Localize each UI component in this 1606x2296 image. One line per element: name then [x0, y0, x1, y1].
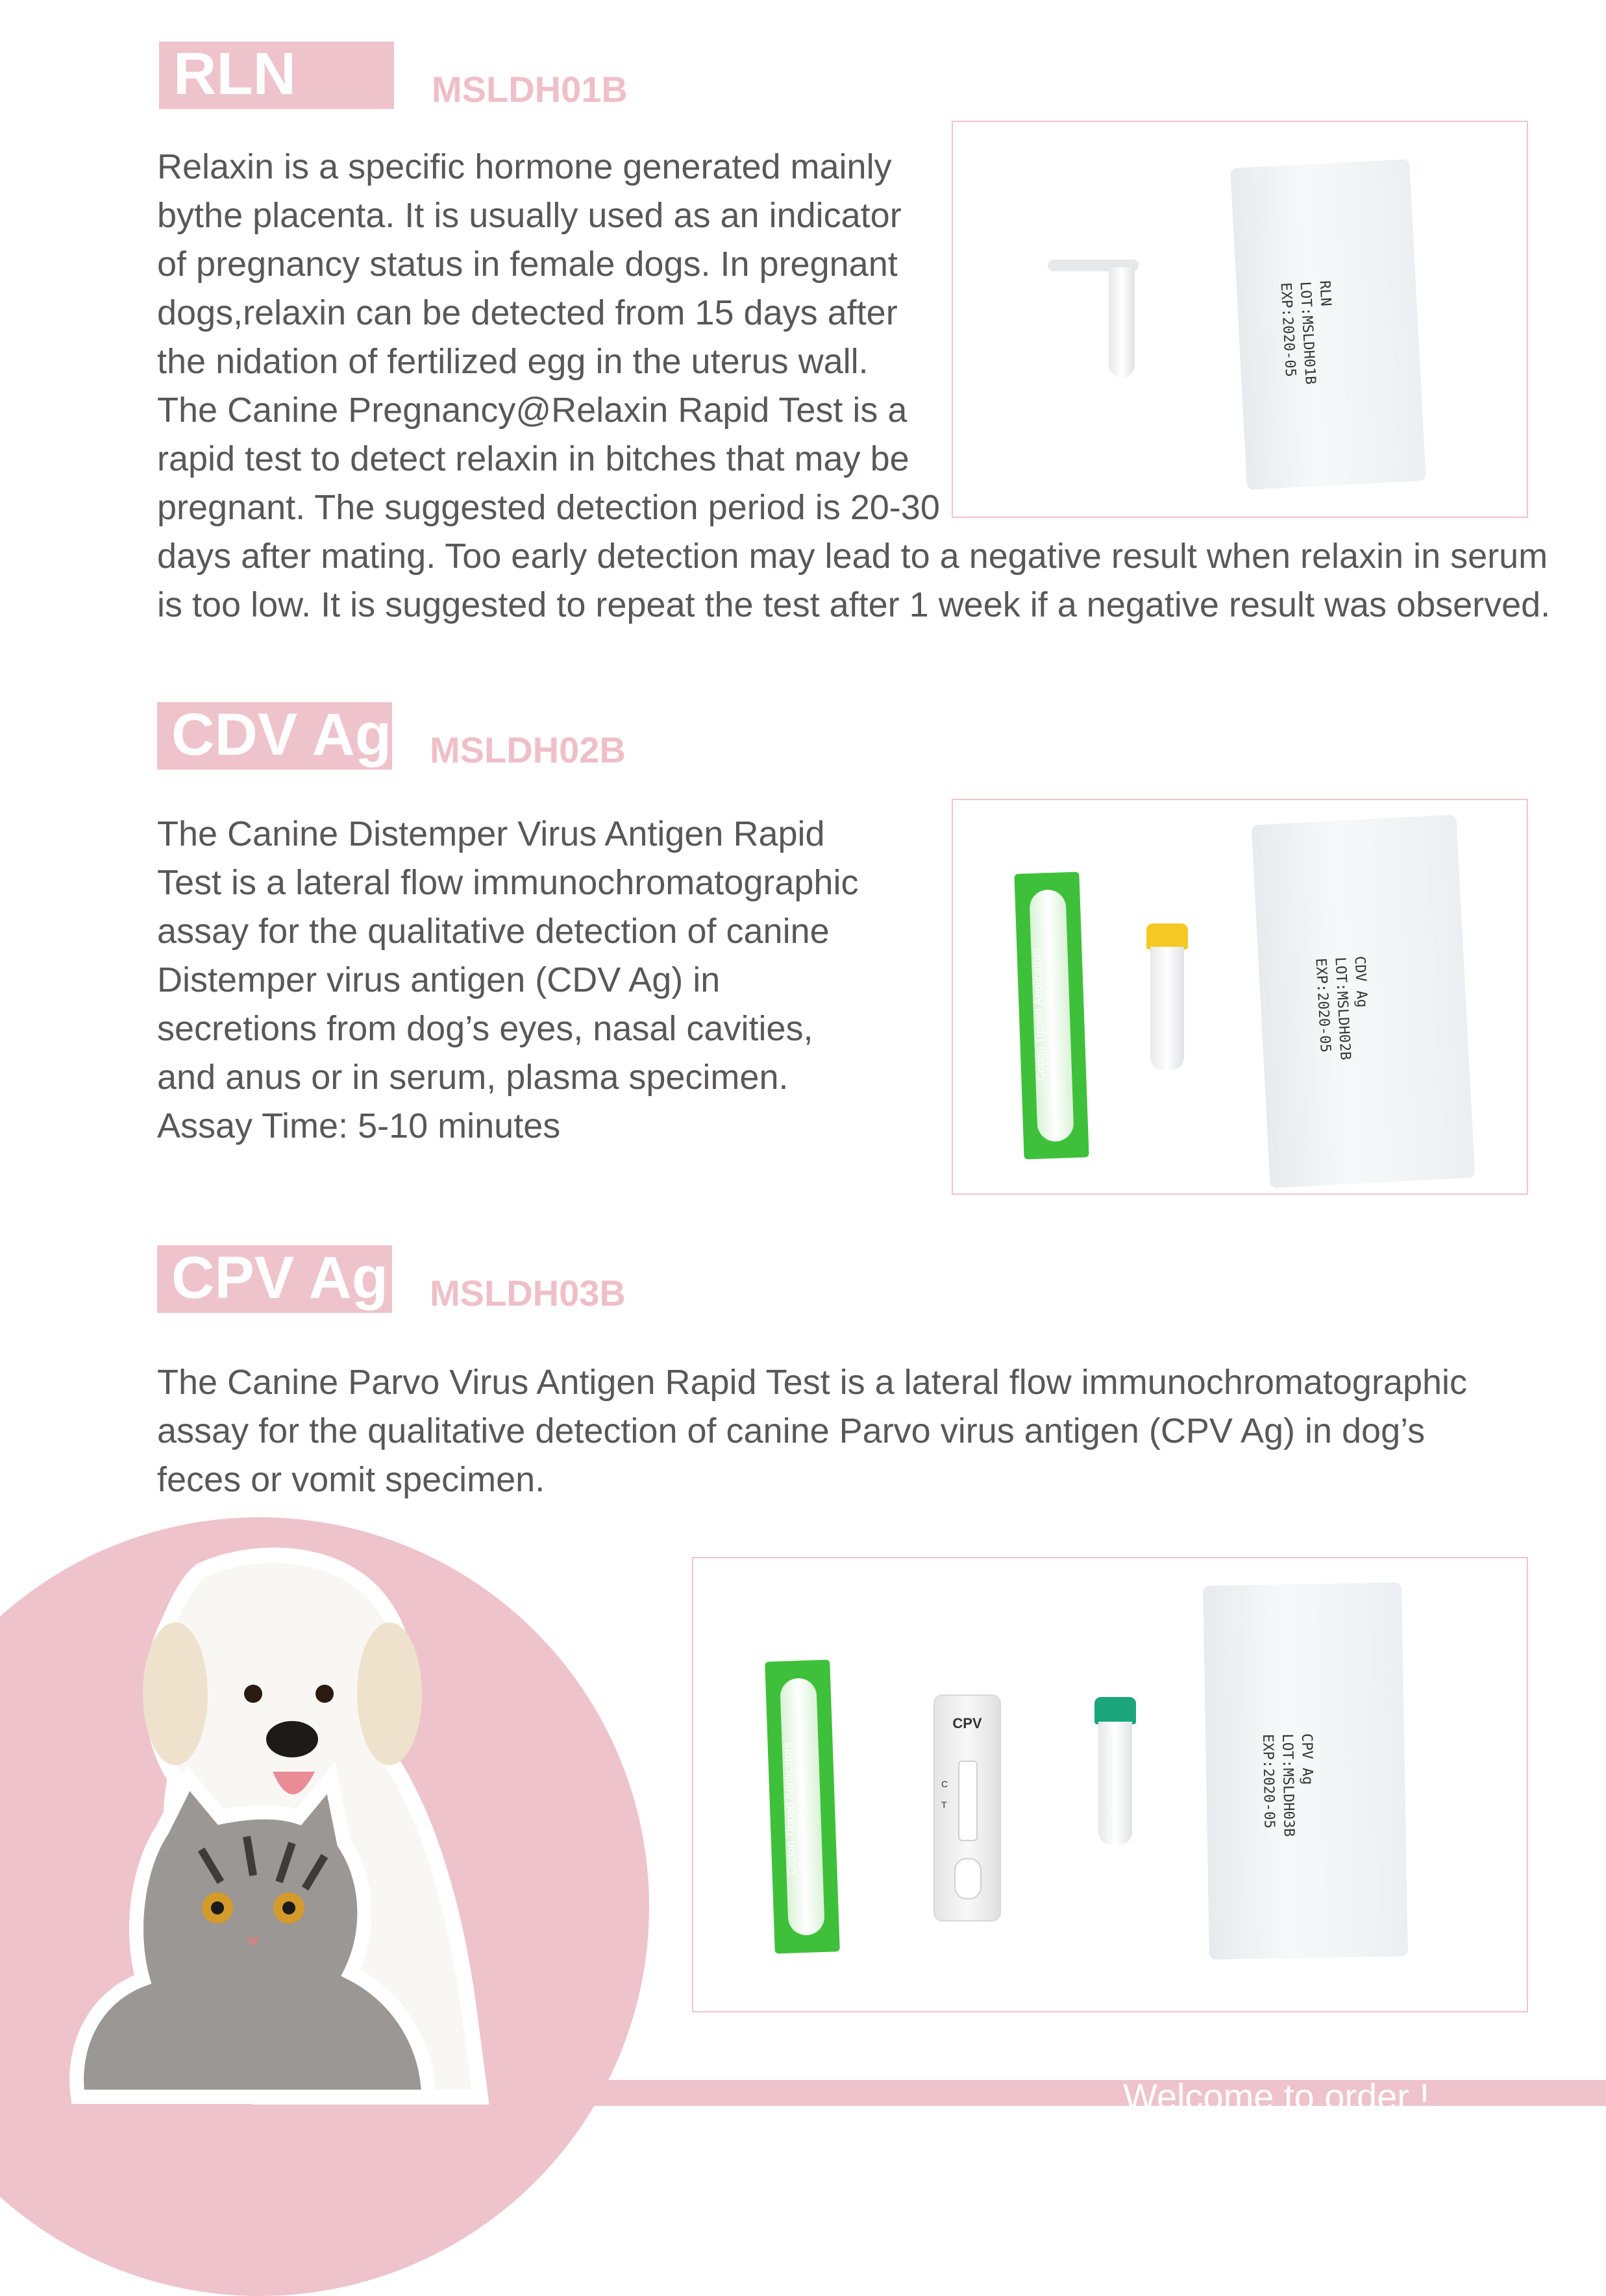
text-line: feces or vomit specimen.	[157, 1460, 545, 1499]
text-line: bythe placenta. It is usually used as an indicator	[157, 196, 902, 235]
test-pouch-icon	[1252, 814, 1476, 1188]
text-line: The Canine Pregnancy@Relaxin Rapid Test is a	[157, 391, 908, 430]
text-line: Relaxin is a specific hormone generated mainly	[157, 147, 892, 186]
footer-band	[584, 2080, 1606, 2106]
tube-body-icon	[1109, 267, 1135, 378]
footer-text: Welcome to order !	[1123, 2076, 1430, 2117]
pouch-label: CDV Ag LOT:MSLDH02B EXP:2020-05	[1312, 955, 1370, 1061]
cpv-description	[157, 1358, 1467, 1504]
cassette-sample-well	[954, 1858, 982, 1899]
cdv-product-photo	[952, 799, 1528, 1195]
dog-eye-icon	[244, 1685, 262, 1703]
tube-body-icon	[1150, 947, 1184, 1070]
rln-product-photo	[952, 121, 1528, 518]
text-line: secretions from dog’s eyes, nasal cavities,	[157, 1009, 813, 1048]
test-pouch-icon	[1230, 159, 1426, 490]
swab-label: Cotton Tipped Applicators	[1030, 947, 1048, 1081]
pouch-label: CPV Ag LOT:MSLDH03B EXP:2020-05	[1259, 1733, 1316, 1837]
cassette-label: CPV	[952, 1715, 982, 1731]
test-pouch-icon	[1203, 1582, 1408, 1959]
text-line: the nidation of fertilized egg in the uterus wall.	[157, 342, 869, 381]
green-cap-icon	[1094, 1697, 1136, 1724]
rln-product-code: MSLDH01B	[432, 69, 628, 110]
pouch-label: RLN LOT:MSLDH01B EXP:2020-05	[1277, 280, 1334, 385]
dog-ear-icon	[143, 1622, 208, 1765]
text-line: The Canine Distemper Virus Antigen Rapid	[157, 814, 825, 853]
text-line: Test is a lateral flow immunochromatographic	[157, 863, 859, 902]
swab-pack-icon	[1014, 872, 1089, 1159]
cpv-label: CPV Ag	[157, 1245, 392, 1313]
text-line: and anus or in serum, plasma specimen.	[157, 1058, 789, 1097]
cassette-c-mark: C	[941, 1779, 948, 1789]
cdv-description	[157, 810, 858, 1151]
text-line: rapid test to detect relaxin in bitches that may be	[157, 439, 909, 478]
text-line: days after mating. Too early detection may lead to a negative result when relaxin in serum	[157, 537, 1548, 576]
dog-eye-icon	[315, 1685, 334, 1703]
cpv-product-photo	[692, 1557, 1528, 2012]
yellow-cap-icon	[1146, 923, 1188, 949]
swab-pack-icon	[765, 1659, 840, 1953]
tube-body-icon	[1098, 1722, 1132, 1845]
text-line: pregnant. The suggested detection period is 20-30	[157, 488, 940, 527]
cdv-label: CDV Ag	[157, 702, 392, 770]
cdv-product-code: MSLDH02B	[430, 729, 626, 770]
text-line: of pregnancy status in female dogs. In pregnant	[157, 245, 898, 284]
cpv-product-code: MSLDH03B	[430, 1273, 626, 1313]
text-line: is too low. It is suggested to repeat the test after 1 week if a negative result was observed.	[157, 585, 1551, 624]
cassette-t-mark: T	[941, 1800, 947, 1810]
text-line: assay for the qualitative detection of canine Parvo virus antigen (CPV Ag) in dog’s	[157, 1411, 1426, 1450]
cassette-window	[958, 1761, 978, 1841]
text-line: Distemper virus antigen (CDV Ag) in	[157, 960, 721, 999]
text-line: dogs,relaxin can be detected from 15 days after	[157, 293, 898, 332]
dog-and-cat-illustration	[65, 1545, 558, 2097]
dog-nose-icon	[266, 1721, 318, 1757]
text-line: Assay Time: 5-10 minutes	[157, 1106, 561, 1145]
text-line: assay for the qualitative detection of canine	[157, 912, 830, 951]
rln-label: RLN	[159, 42, 394, 109]
text-line: The Canine Parvo Virus Antigen Rapid Test is a lateral flow immunochromatographic	[157, 1363, 1468, 1402]
test-cassette-icon	[933, 1694, 1001, 1922]
swab-label: Cotton Tipped Applicators	[780, 1742, 798, 1875]
dog-ear-icon	[357, 1622, 422, 1765]
